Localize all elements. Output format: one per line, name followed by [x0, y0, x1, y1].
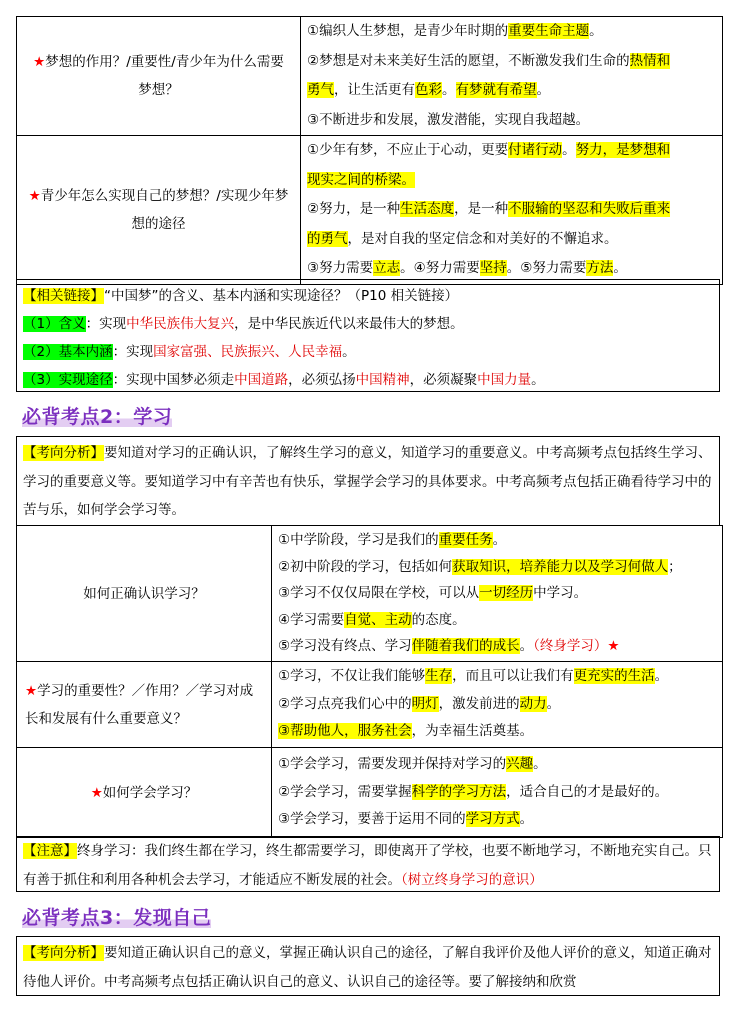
answer-line: ③学习不仅仅局限在学校，可以从一切经历中学习。	[278, 585, 588, 602]
note-text: 终身学习：我们终生都在学习，终生都需要学习，即使离开了学校，也要不断地学习，不断地充实自己。只有善于抓住和利用各种机会去学习，才能适应不断发展的社会。	[23, 843, 712, 888]
answer-line: ③不断进步和发展，激发潜能，实现自我超越。	[307, 111, 590, 128]
answer-cell	[272, 662, 723, 748]
section-heading: 必背考点3：发现自己	[22, 903, 211, 930]
table-row	[17, 748, 723, 838]
question-text: 青少年怎么实现自己的梦想？/实现少年梦想的途径	[40, 187, 289, 232]
answer-cell	[301, 136, 723, 285]
answer-cell	[301, 17, 723, 136]
star-icon: ★	[33, 54, 46, 70]
question-cell	[17, 526, 272, 662]
question-text: 如何学会学习？	[102, 784, 198, 801]
analysis-text: 要知道正确认识自己的意义，掌握正确认识自己的途径，了解自我评价及他人评价的意义，知道正确对待他人评价。中考高频考点包括正确认识自己的意义、认识自己的途径等。要了解接纳和欣赏	[23, 945, 712, 990]
table-dream	[16, 16, 723, 285]
answer-line: ①编织人生梦想，是青少年时期的重要生命主题。	[307, 23, 603, 39]
table-row	[17, 136, 723, 285]
answer-line: ⑤学习没有终点、学习伴随着我们的成长。（终身学习）★	[278, 638, 620, 655]
note-box	[16, 836, 720, 892]
answer-cell	[272, 748, 723, 838]
answer-line: ②梦想是对未来美好生活的愿望，不断激发我们生命的热情和	[307, 52, 671, 69]
answer-line: ③帮助他人，服务社会，为幸福生活奠基。	[278, 723, 534, 740]
answer-line: ②努力，是一种生活态度，是一种不服输的坚忍和失败后重来	[307, 201, 671, 217]
question-cell	[17, 748, 272, 838]
star-icon: ★	[28, 187, 41, 204]
section-heading: 必背考点2：学习	[22, 402, 172, 429]
question-text: 梦想的作用？/重要性/青少年为什么需要梦想？	[45, 54, 284, 98]
answer-line: 的勇气，是对自我的坚定信念和对美好的不懈追求。	[307, 230, 618, 247]
analysis-box	[16, 436, 720, 526]
table-row	[17, 662, 723, 748]
question-cell	[17, 17, 301, 136]
answer-line: ②学习点亮我们心中的明灯，激发前进的动力。	[278, 695, 561, 712]
analysis-tag: 【考向分析】	[23, 445, 104, 461]
answer-line: ③努力需要立志。④努力需要坚持。⑤努力需要方法。	[307, 260, 627, 276]
related-link-box	[16, 279, 720, 392]
table-study	[16, 525, 723, 838]
related-link-item: （3）实现途径：实现中国梦必须走中国道路，必须弘扬中国精神，必须凝聚中国力量。	[23, 372, 545, 388]
analysis-tag: 【考向分析】	[23, 945, 104, 961]
answer-line: ②学会学习，需要掌握科学的学习方法，适合自己的才是最好的。	[278, 783, 669, 800]
analysis-text: 要知道对学习的正确认识，了解终生学习的意义，知道学习的重要意义。中考高频考点包括终生学习、学习的重要意义等。要知道学习中有辛苦也有快乐，掌握学会学习的具体要求。中考高频考点包括正确看待学习中的苦与乐，如何学会学习等。	[23, 445, 712, 518]
table-row	[17, 17, 723, 136]
answer-line: ④学习需要自觉、主动的态度。	[278, 611, 466, 628]
analysis-box	[16, 936, 720, 996]
star-icon: ★	[90, 784, 103, 801]
answer-line: ①学会学习，需要发现并保持对学习的兴趣。	[278, 756, 547, 773]
related-link-title: 【相关链接】“中国梦”的含义、基本内涵和实现途径？（P10 相关链接）	[23, 288, 459, 304]
table-row	[17, 526, 723, 662]
answer-line: ①少年有梦，不应止于心动，更要付诸行动。努力，是梦想和	[307, 142, 671, 158]
answer-line: ①学习，不仅让我们能够生存，而且可以让我们有更充实的生活。	[278, 668, 669, 685]
question-cell	[17, 662, 272, 748]
star-icon: ★	[25, 682, 38, 699]
question-text: 如何正确认识学习？	[83, 585, 205, 602]
answer-line: ②初中阶段的学习，包括如何获取知识，培养能力以及学习何做人；	[278, 558, 682, 575]
question-text: 学习的重要性？／作用？／学习对成长和发展有什么重要意义？	[25, 682, 254, 727]
answer-line: ①中学阶段，学习是我们的重要任务。	[278, 532, 507, 549]
note-tag: 【注意】	[23, 843, 77, 859]
related-link-item: （2）基本内涵：实现国家富强、民族振兴、人民幸福。	[23, 344, 356, 360]
question-cell	[17, 136, 301, 285]
note-red-text: （树立终身学习的意识）	[401, 871, 543, 888]
star-icon: ★	[607, 638, 620, 655]
related-link-item: （1）含义：实现中华民族伟大复兴，是中华民族近代以来最伟大的梦想。	[23, 316, 464, 332]
answer-line: 现实之间的桥梁。	[307, 171, 415, 188]
answer-line: ③学会学习，要善于运用不同的学习方式。	[278, 811, 534, 828]
answer-line: 勇气，让生活更有色彩。有梦就有希望。	[307, 82, 550, 98]
answer-cell	[272, 526, 723, 662]
